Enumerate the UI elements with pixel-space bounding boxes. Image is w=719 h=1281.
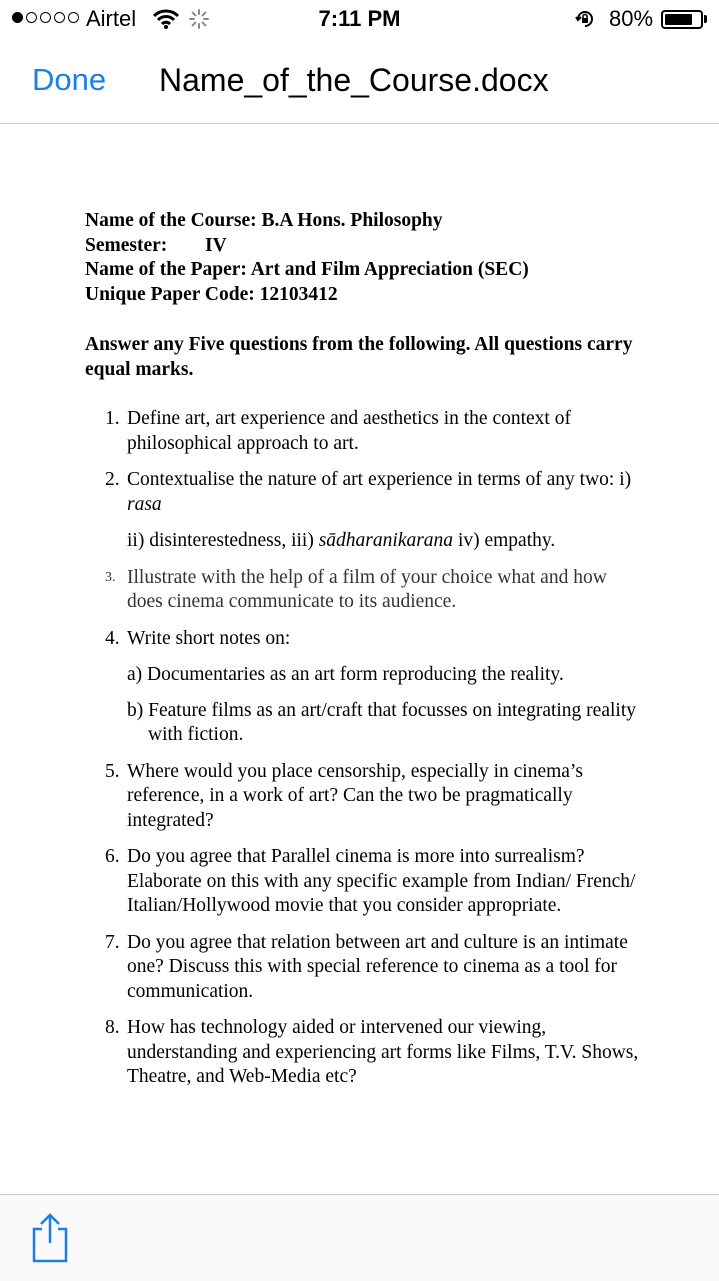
course-name: Name of the Course: B.A Hons. Philosophy xyxy=(85,210,443,231)
question-text: Define art, art experience and aesthetics in the context of philosophical approach to art. xyxy=(127,408,571,454)
question-text: Do you agree that relation between art and culture is an intimate one? Discuss this with special reference to cinema as a tool for communication. xyxy=(127,931,628,1002)
battery-level-fill xyxy=(665,14,692,25)
semester-value: IV xyxy=(205,234,227,256)
question-number: 4. xyxy=(105,627,120,649)
question-text: Write short notes on: xyxy=(127,627,291,649)
carrier-name: Airtel xyxy=(86,6,137,31)
question-2 xyxy=(85,468,640,517)
question-list xyxy=(85,407,640,1090)
battery-icon xyxy=(661,10,703,29)
question-3 xyxy=(85,566,640,615)
semester-line xyxy=(85,234,640,259)
question-text: Illustrate with the help of a film of your choice what and how does cinema communicate to its audience. xyxy=(127,566,607,612)
question-number: 7. xyxy=(105,931,120,953)
bottom-toolbar xyxy=(0,1194,719,1281)
question-number: 6. xyxy=(105,846,120,867)
share-icon xyxy=(30,1213,70,1263)
document-title: Name_of_the_Course.docx xyxy=(159,62,549,98)
question-number: 3. xyxy=(105,569,116,585)
term-rasa: rasa xyxy=(127,493,162,515)
question-number: 2. xyxy=(105,469,120,490)
exam-instruction: Answer any Five questions from the following. All questions carry equal marks. xyxy=(85,334,633,380)
question-number: 5. xyxy=(105,760,120,782)
question-text: How has technology aided or intervened our viewing, understanding and experiencing art forms like Films, T.V. Shows, Theatre, and Web-Media etc? xyxy=(127,1017,639,1087)
paper-name: Name of the Paper: Art and Film Appreciation (SEC) xyxy=(85,259,529,280)
term-sadharanikarana: sādharanikarana xyxy=(318,530,454,551)
battery-percentage: 80% xyxy=(609,6,654,31)
question-text: Contextualise the nature of art experience in terms of any two: i) xyxy=(127,469,632,490)
question-4-subparts xyxy=(85,663,640,748)
question-5 xyxy=(85,760,640,834)
question-4 xyxy=(85,627,640,652)
semester-label: Semester: xyxy=(85,234,168,256)
question-number: 8. xyxy=(105,1017,120,1038)
subpart-b: b) Feature films as an art/craft that focusses on integrating reality with fiction. xyxy=(127,699,636,745)
question-text: Where would you place censorship, especially in cinema’s reference, in a work of art? Can the two be pragmatically integrated? xyxy=(127,760,583,831)
question-number: 1. xyxy=(105,408,120,429)
done-button[interactable]: Done xyxy=(32,62,107,97)
subpart-a: a) Documentaries as an art form reproducing the reality. xyxy=(127,664,564,685)
question-7 xyxy=(85,931,640,1005)
question-6 xyxy=(85,845,640,919)
question-text: iv) empathy. xyxy=(453,530,556,551)
rotation-lock-icon xyxy=(574,8,596,36)
navigation-bar xyxy=(0,40,719,124)
question-8 xyxy=(85,1016,640,1090)
battery-cap xyxy=(704,15,707,23)
document-page xyxy=(85,209,640,1102)
question-text: Do you agree that Parallel cinema is more into surrealism? Elaborate on this with any specific example from Indian/ French/ Italian/Hollywood movie that you consider appropriate. xyxy=(127,846,636,916)
paper-code: Unique Paper Code: 12103412 xyxy=(85,283,338,305)
question-2-continuation xyxy=(85,529,640,554)
share-button[interactable] xyxy=(30,1213,70,1263)
question-1 xyxy=(85,407,640,456)
status-time: 7:11 PM xyxy=(318,6,401,31)
question-text: ii) disinterestedness, iii) xyxy=(127,530,319,551)
status-bar xyxy=(0,0,719,40)
